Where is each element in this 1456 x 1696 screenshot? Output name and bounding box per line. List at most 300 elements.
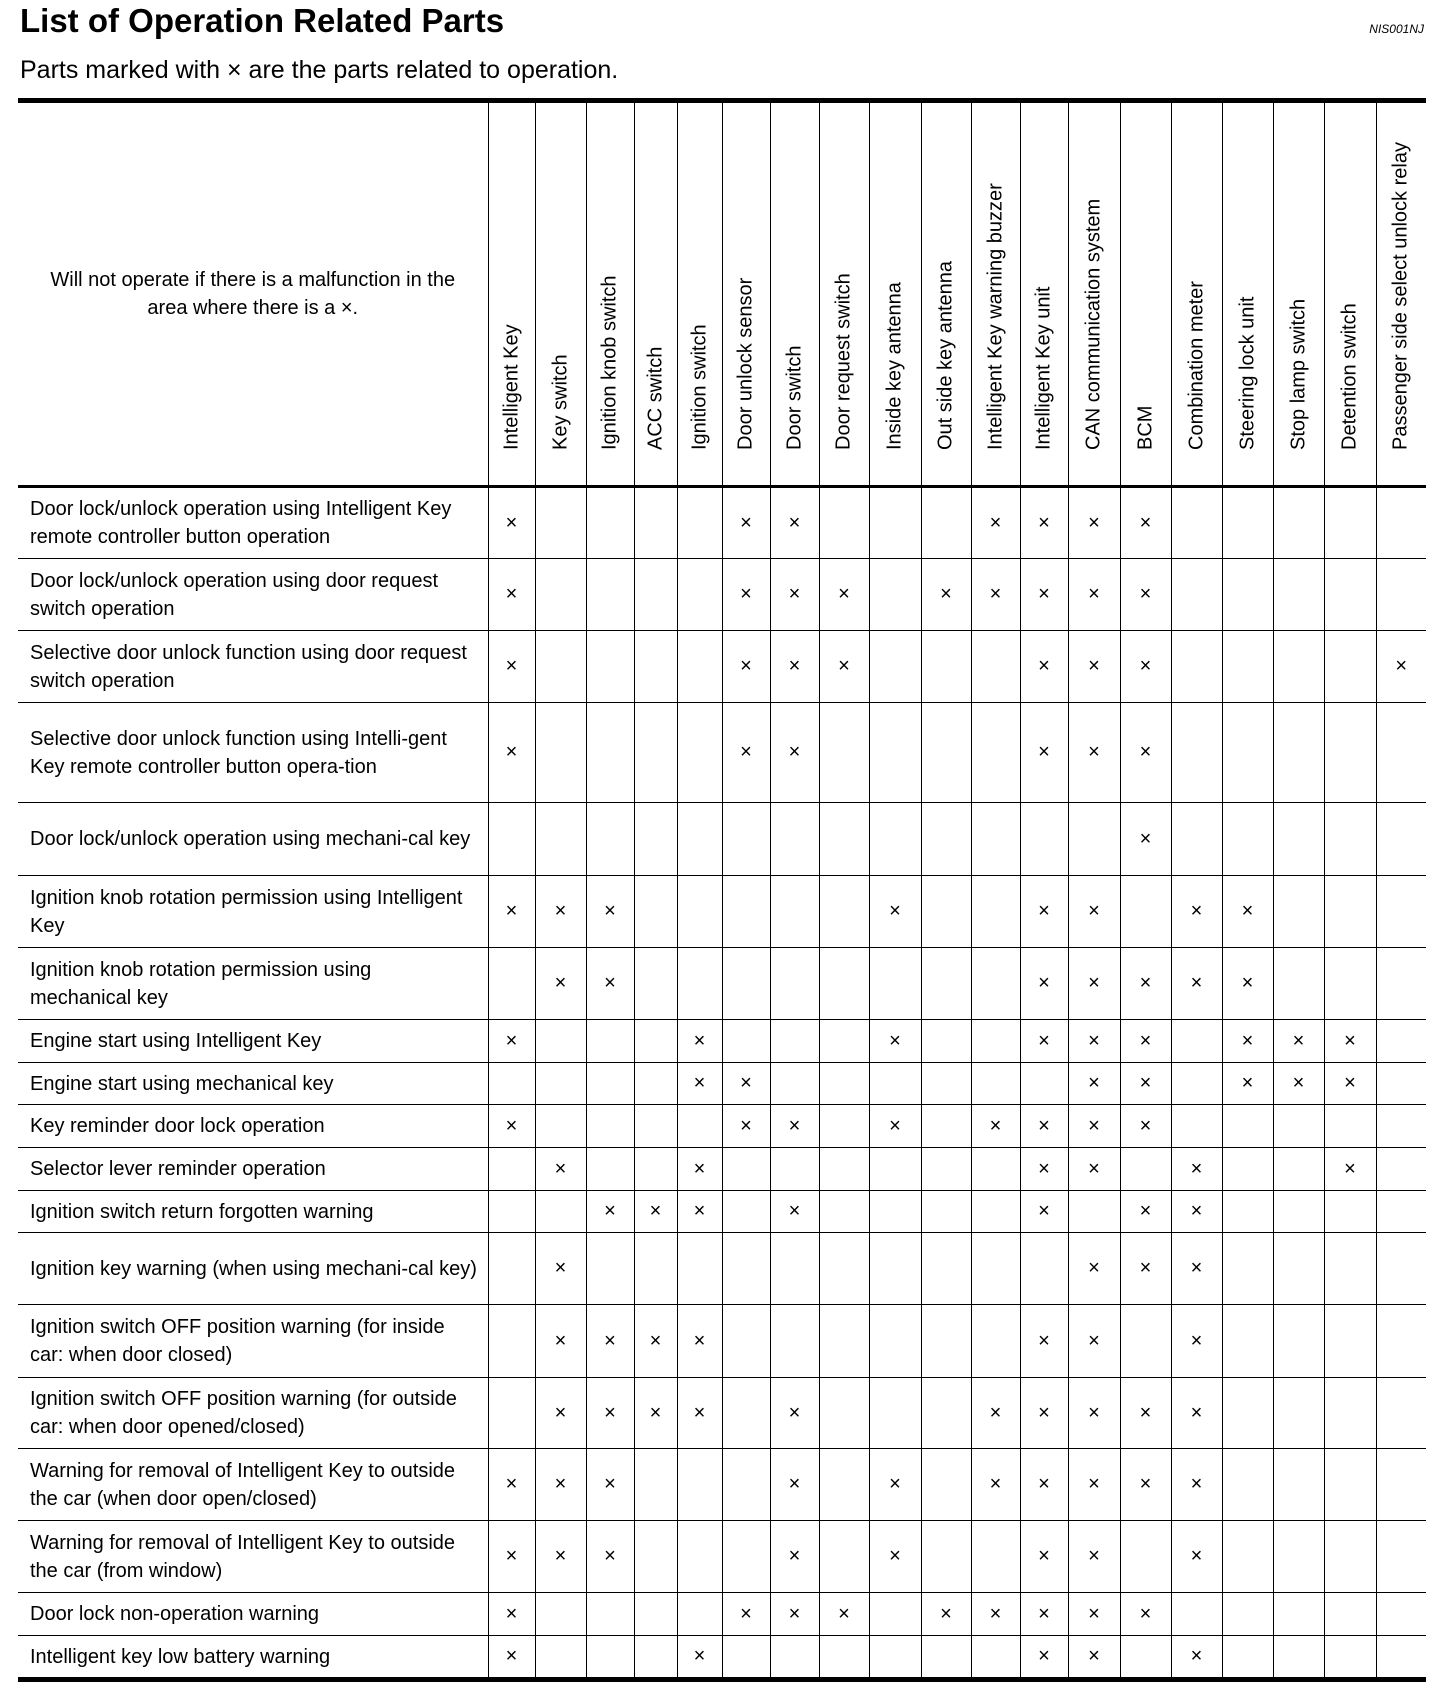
empty-cell	[971, 1020, 1020, 1063]
empty-cell	[1376, 1105, 1426, 1148]
part-name: Stop lamp switch	[1287, 298, 1309, 450]
related-mark: ×	[677, 1020, 722, 1063]
empty-cell	[1273, 1105, 1324, 1148]
related-mark: ×	[677, 1148, 722, 1191]
empty-cell	[869, 1148, 921, 1191]
related-mark: ×	[1068, 1449, 1120, 1521]
empty-cell	[586, 1105, 634, 1148]
empty-cell	[1120, 1148, 1171, 1191]
empty-cell	[1273, 559, 1324, 631]
empty-cell	[535, 803, 586, 876]
related-mark: ×	[1068, 1148, 1120, 1191]
empty-cell	[535, 1593, 586, 1636]
related-mark: ×	[1120, 631, 1171, 703]
related-mark: ×	[1171, 1378, 1222, 1449]
empty-cell	[634, 487, 677, 559]
related-mark: ×	[1020, 1020, 1068, 1063]
empty-cell	[722, 1636, 770, 1680]
empty-cell	[1222, 1148, 1273, 1191]
related-mark: ×	[535, 1378, 586, 1449]
empty-cell	[1324, 559, 1376, 631]
related-mark: ×	[1020, 559, 1068, 631]
column-header	[819, 101, 869, 487]
related-mark: ×	[921, 1593, 971, 1636]
empty-cell	[921, 703, 971, 803]
empty-cell	[634, 876, 677, 948]
related-mark: ×	[1120, 559, 1171, 631]
empty-cell	[921, 1521, 971, 1593]
empty-cell	[921, 1305, 971, 1378]
column-header	[634, 101, 677, 487]
empty-cell	[722, 1233, 770, 1305]
related-mark: ×	[677, 1191, 722, 1233]
related-mark: ×	[770, 1449, 819, 1521]
column-header	[921, 101, 971, 487]
empty-cell	[819, 1305, 869, 1378]
part-name: Detention switch	[1338, 303, 1361, 450]
empty-cell	[869, 487, 921, 559]
empty-cell	[1376, 703, 1426, 803]
related-mark: ×	[677, 1305, 722, 1378]
table-row	[18, 1233, 1426, 1305]
empty-cell	[488, 1191, 535, 1233]
operation-label: Selector lever reminder operation	[18, 1148, 488, 1191]
empty-cell	[1273, 1449, 1324, 1521]
empty-cell	[1222, 487, 1273, 559]
related-mark: ×	[1120, 1191, 1171, 1233]
empty-cell	[488, 803, 535, 876]
related-mark: ×	[634, 1378, 677, 1449]
operation-label: Engine start using mechanical key	[18, 1063, 488, 1105]
empty-cell	[488, 1148, 535, 1191]
empty-cell	[722, 876, 770, 948]
empty-cell	[921, 1191, 971, 1233]
empty-cell	[1120, 1521, 1171, 1593]
empty-cell	[1273, 487, 1324, 559]
related-mark: ×	[1068, 1105, 1120, 1148]
empty-cell	[819, 1636, 869, 1680]
empty-cell	[921, 1636, 971, 1680]
related-mark: ×	[634, 1191, 677, 1233]
related-mark: ×	[586, 1521, 634, 1593]
table-row	[18, 1063, 1426, 1105]
related-mark: ×	[1324, 1148, 1376, 1191]
empty-cell	[722, 1191, 770, 1233]
empty-cell	[1273, 1521, 1324, 1593]
empty-cell	[1376, 803, 1426, 876]
empty-cell	[1222, 1449, 1273, 1521]
related-mark: ×	[770, 631, 819, 703]
related-mark: ×	[869, 1105, 921, 1148]
related-mark: ×	[586, 1449, 634, 1521]
operation-label: Engine start using Intelligent Key	[18, 1020, 488, 1063]
column-header	[722, 101, 770, 487]
operation-label: Door lock/unlock operation using door request switch operation	[18, 559, 488, 631]
empty-cell	[1376, 1305, 1426, 1378]
related-mark: ×	[488, 1636, 535, 1680]
related-mark: ×	[488, 1521, 535, 1593]
related-mark: ×	[488, 631, 535, 703]
empty-cell	[634, 1105, 677, 1148]
empty-cell	[1324, 1378, 1376, 1449]
related-mark: ×	[1020, 1521, 1068, 1593]
empty-cell	[634, 1593, 677, 1636]
related-mark: ×	[488, 559, 535, 631]
related-mark: ×	[1171, 948, 1222, 1020]
empty-cell	[921, 1063, 971, 1105]
empty-cell	[1324, 703, 1376, 803]
empty-cell	[535, 559, 586, 631]
related-mark: ×	[1120, 1378, 1171, 1449]
empty-cell	[1376, 1378, 1426, 1449]
empty-cell	[819, 1233, 869, 1305]
empty-cell	[634, 1233, 677, 1305]
related-mark: ×	[1222, 948, 1273, 1020]
empty-cell	[1020, 1063, 1068, 1105]
empty-cell	[921, 1020, 971, 1063]
empty-cell	[586, 1593, 634, 1636]
related-mark: ×	[1120, 1105, 1171, 1148]
operation-label: Selective door unlock function using Intelli-gent Key remote controller button opera-tion	[18, 703, 488, 803]
empty-cell	[677, 559, 722, 631]
empty-cell	[971, 1148, 1020, 1191]
related-mark: ×	[677, 1636, 722, 1680]
related-mark: ×	[535, 1521, 586, 1593]
empty-cell	[869, 1233, 921, 1305]
related-mark: ×	[1068, 631, 1120, 703]
related-mark: ×	[1120, 703, 1171, 803]
operation-label: Ignition switch return forgotten warning	[18, 1191, 488, 1233]
empty-cell	[921, 631, 971, 703]
column-header	[488, 101, 535, 487]
empty-cell	[586, 1063, 634, 1105]
empty-cell	[488, 1063, 535, 1105]
empty-cell	[1324, 803, 1376, 876]
operation-label: Warning for removal of Intelligent Key to outside the car (from window)	[18, 1521, 488, 1593]
related-mark: ×	[770, 1105, 819, 1148]
related-mark: ×	[1020, 1593, 1068, 1636]
empty-cell	[1171, 1593, 1222, 1636]
related-mark: ×	[1222, 876, 1273, 948]
empty-cell	[770, 948, 819, 1020]
table-row	[18, 876, 1426, 948]
empty-cell	[770, 1063, 819, 1105]
document-code: NIS001NJ	[1369, 22, 1424, 36]
empty-cell	[1171, 703, 1222, 803]
empty-cell	[1376, 1191, 1426, 1233]
empty-cell	[869, 703, 921, 803]
empty-cell	[1324, 1105, 1376, 1148]
table-row	[18, 1305, 1426, 1378]
related-mark: ×	[1120, 948, 1171, 1020]
empty-cell	[921, 1449, 971, 1521]
empty-cell	[634, 1521, 677, 1593]
empty-cell	[921, 1378, 971, 1449]
related-mark: ×	[535, 1449, 586, 1521]
table-row	[18, 803, 1426, 876]
empty-cell	[1376, 1449, 1426, 1521]
empty-cell	[677, 876, 722, 948]
empty-cell	[677, 948, 722, 1020]
table-row	[18, 1636, 1426, 1680]
related-mark: ×	[770, 1521, 819, 1593]
related-mark: ×	[586, 948, 634, 1020]
empty-cell	[586, 703, 634, 803]
related-mark: ×	[1068, 1020, 1120, 1063]
related-mark: ×	[1020, 703, 1068, 803]
column-header	[535, 101, 586, 487]
related-mark: ×	[488, 1449, 535, 1521]
empty-cell	[869, 1305, 921, 1378]
column-header	[1171, 101, 1222, 487]
empty-cell	[535, 1105, 586, 1148]
empty-cell	[819, 1521, 869, 1593]
empty-cell	[921, 948, 971, 1020]
related-mark: ×	[1120, 1063, 1171, 1105]
empty-cell	[1171, 631, 1222, 703]
empty-cell	[1324, 631, 1376, 703]
empty-cell	[1222, 631, 1273, 703]
header-row	[18, 101, 1426, 487]
empty-cell	[869, 559, 921, 631]
empty-cell	[488, 1305, 535, 1378]
empty-cell	[1222, 1521, 1273, 1593]
related-mark: ×	[1068, 1593, 1120, 1636]
empty-cell	[1273, 1148, 1324, 1191]
related-mark: ×	[819, 559, 869, 631]
related-mark: ×	[1020, 1636, 1068, 1680]
related-mark: ×	[1171, 1148, 1222, 1191]
empty-cell	[1376, 1636, 1426, 1680]
empty-cell	[819, 1449, 869, 1521]
related-mark: ×	[1171, 1191, 1222, 1233]
empty-cell	[677, 803, 722, 876]
column-header	[869, 101, 921, 487]
empty-cell	[971, 1521, 1020, 1593]
operation-label: Door lock/unlock operation using mechani-cal key	[18, 803, 488, 876]
empty-cell	[1222, 1636, 1273, 1680]
empty-cell	[722, 948, 770, 1020]
empty-cell	[634, 1020, 677, 1063]
related-mark: ×	[1171, 1305, 1222, 1378]
empty-cell	[869, 1378, 921, 1449]
empty-cell	[819, 1105, 869, 1148]
empty-cell	[535, 1063, 586, 1105]
related-mark: ×	[586, 1191, 634, 1233]
empty-cell	[1324, 1593, 1376, 1636]
related-mark: ×	[1020, 487, 1068, 559]
related-mark: ×	[1376, 631, 1426, 703]
empty-cell	[677, 1593, 722, 1636]
related-mark: ×	[722, 703, 770, 803]
part-name: Door switch	[783, 345, 805, 450]
table-row	[18, 1148, 1426, 1191]
table-row	[18, 1020, 1426, 1063]
table-row	[18, 703, 1426, 803]
empty-cell	[1273, 1233, 1324, 1305]
empty-cell	[722, 1020, 770, 1063]
operation-label: Warning for removal of Intelligent Key to outside the car (when door open/closed)	[18, 1449, 488, 1521]
empty-cell	[819, 1191, 869, 1233]
empty-cell	[770, 1636, 819, 1680]
operation-label: Key reminder door lock operation	[18, 1105, 488, 1148]
related-mark: ×	[1020, 1305, 1068, 1378]
related-mark: ×	[1068, 1305, 1120, 1378]
related-mark: ×	[770, 559, 819, 631]
operation-label: Ignition knob rotation permission using Intelligent Key	[18, 876, 488, 948]
related-mark: ×	[1068, 948, 1120, 1020]
column-header	[1273, 101, 1324, 487]
related-mark: ×	[1120, 1593, 1171, 1636]
related-mark: ×	[1020, 876, 1068, 948]
related-mark: ×	[488, 703, 535, 803]
related-mark: ×	[1020, 1148, 1068, 1191]
related-mark: ×	[770, 703, 819, 803]
empty-cell	[1273, 948, 1324, 1020]
related-mark: ×	[1068, 1636, 1120, 1680]
empty-cell	[634, 803, 677, 876]
empty-cell	[971, 1233, 1020, 1305]
related-mark: ×	[1171, 1449, 1222, 1521]
table-row	[18, 1378, 1426, 1449]
empty-cell	[971, 1191, 1020, 1233]
empty-cell	[634, 1148, 677, 1191]
empty-cell	[535, 631, 586, 703]
related-mark: ×	[722, 559, 770, 631]
empty-cell	[677, 1233, 722, 1305]
related-mark: ×	[535, 1233, 586, 1305]
related-mark: ×	[921, 559, 971, 631]
related-mark: ×	[535, 876, 586, 948]
empty-cell	[1376, 1521, 1426, 1593]
empty-cell	[869, 1593, 921, 1636]
related-mark: ×	[1222, 1020, 1273, 1063]
empty-cell	[1376, 876, 1426, 948]
table-row	[18, 948, 1426, 1020]
empty-cell	[634, 631, 677, 703]
empty-cell	[921, 876, 971, 948]
empty-cell	[921, 1148, 971, 1191]
empty-cell	[535, 487, 586, 559]
related-mark: ×	[1171, 1521, 1222, 1593]
related-mark: ×	[1171, 876, 1222, 948]
empty-cell	[819, 1148, 869, 1191]
related-mark: ×	[1068, 1233, 1120, 1305]
related-mark: ×	[1020, 631, 1068, 703]
empty-cell	[921, 1233, 971, 1305]
related-mark: ×	[869, 1449, 921, 1521]
related-mark: ×	[1120, 803, 1171, 876]
related-mark: ×	[1068, 1063, 1120, 1105]
related-mark: ×	[1068, 703, 1120, 803]
empty-cell	[1376, 1593, 1426, 1636]
related-mark: ×	[1120, 1449, 1171, 1521]
empty-cell	[1222, 1233, 1273, 1305]
related-mark: ×	[971, 487, 1020, 559]
empty-cell	[1120, 1305, 1171, 1378]
empty-cell	[535, 1191, 586, 1233]
empty-cell	[1222, 1593, 1273, 1636]
related-mark: ×	[586, 876, 634, 948]
empty-cell	[1273, 1636, 1324, 1680]
empty-cell	[586, 803, 634, 876]
related-mark: ×	[488, 1020, 535, 1063]
column-header	[1068, 101, 1120, 487]
empty-cell	[1222, 1378, 1273, 1449]
empty-cell	[819, 1063, 869, 1105]
table-row	[18, 487, 1426, 559]
empty-cell	[869, 1191, 921, 1233]
empty-cell	[971, 631, 1020, 703]
part-name: Passenger side select unlock relay	[1389, 142, 1412, 450]
part-name: Steering lock unit	[1236, 296, 1258, 450]
operation-label: Ignition knob rotation permission using mechanical key	[18, 948, 488, 1020]
column-header	[586, 101, 634, 487]
related-mark: ×	[770, 487, 819, 559]
empty-cell	[1020, 1233, 1068, 1305]
empty-cell	[1324, 1305, 1376, 1378]
empty-cell	[488, 948, 535, 1020]
empty-cell	[677, 1521, 722, 1593]
related-mark: ×	[1020, 1105, 1068, 1148]
part-name: CAN communication system	[1082, 198, 1105, 450]
related-mark: ×	[770, 1378, 819, 1449]
empty-cell	[634, 1636, 677, 1680]
corner-label: Will not operate if there is a malfunction in the area where there is a ×.	[18, 101, 488, 487]
related-mark: ×	[819, 631, 869, 703]
related-mark: ×	[1068, 487, 1120, 559]
empty-cell	[869, 803, 921, 876]
empty-cell	[869, 948, 921, 1020]
related-mark: ×	[722, 1593, 770, 1636]
empty-cell	[819, 487, 869, 559]
empty-cell	[722, 1148, 770, 1191]
operation-label: Intelligent key low battery warning	[18, 1636, 488, 1680]
related-mark: ×	[586, 1305, 634, 1378]
empty-cell	[535, 1636, 586, 1680]
related-mark: ×	[1222, 1063, 1273, 1105]
empty-cell	[1222, 703, 1273, 803]
empty-cell	[819, 876, 869, 948]
part-name: BCM	[1134, 405, 1156, 450]
empty-cell	[869, 1063, 921, 1105]
empty-cell	[971, 1305, 1020, 1378]
empty-cell	[770, 876, 819, 948]
empty-cell	[1324, 487, 1376, 559]
operation-label: Door lock non-operation warning	[18, 1593, 488, 1636]
related-mark: ×	[819, 1593, 869, 1636]
related-mark: ×	[1068, 559, 1120, 631]
column-header	[971, 101, 1020, 487]
part-name: Door unlock sensor	[734, 277, 757, 450]
column-header	[1020, 101, 1068, 487]
related-mark: ×	[1120, 1233, 1171, 1305]
related-mark: ×	[1020, 948, 1068, 1020]
related-mark: ×	[971, 559, 1020, 631]
empty-cell	[1324, 1449, 1376, 1521]
empty-cell	[1273, 1593, 1324, 1636]
related-mark: ×	[770, 1191, 819, 1233]
related-mark: ×	[869, 1521, 921, 1593]
page-title: List of Operation Related Parts	[20, 2, 505, 39]
empty-cell	[1171, 1105, 1222, 1148]
related-mark: ×	[488, 487, 535, 559]
empty-cell	[971, 948, 1020, 1020]
empty-cell	[1222, 559, 1273, 631]
related-mark: ×	[1324, 1020, 1376, 1063]
related-mark: ×	[971, 1105, 1020, 1148]
empty-cell	[1376, 1233, 1426, 1305]
